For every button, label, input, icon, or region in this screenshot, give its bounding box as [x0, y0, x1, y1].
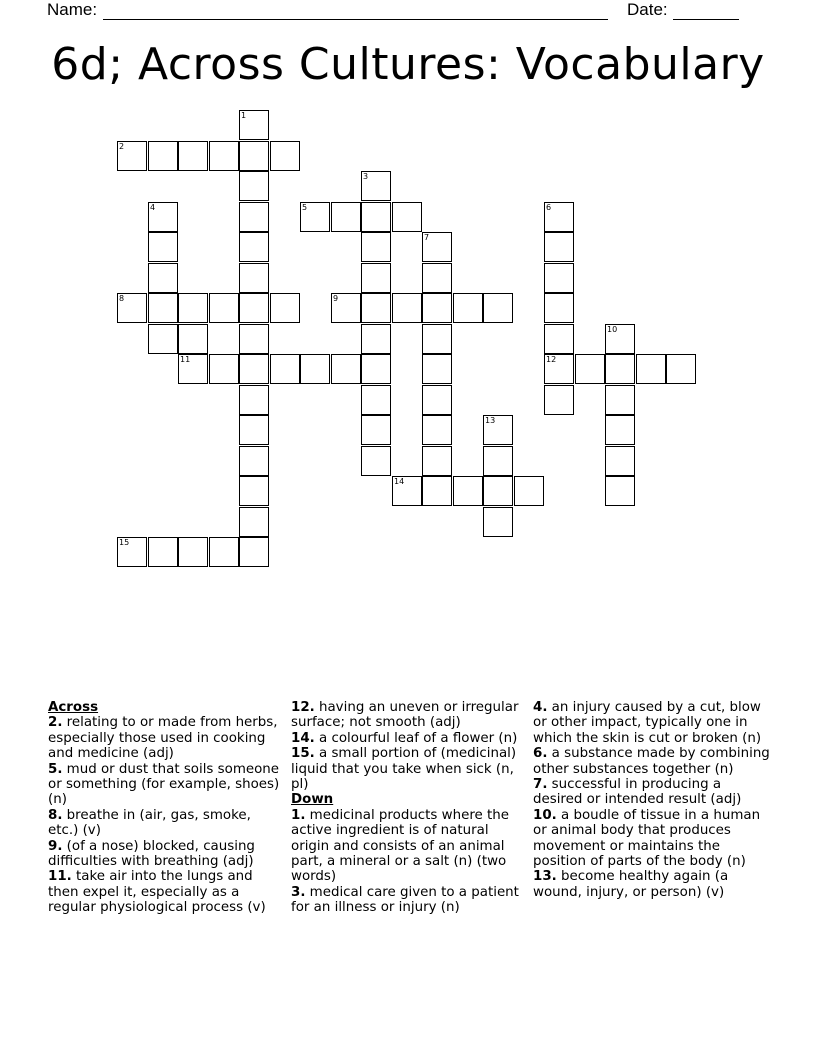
crossword-cell[interactable]: [178, 537, 208, 567]
crossword-cell[interactable]: [239, 232, 269, 262]
crossword-cell[interactable]: [209, 537, 239, 567]
date-label-text: Date:: [627, 0, 668, 19]
clue-item: [291, 746, 527, 792]
clue-text: a substance made by combining other substances together (n): [533, 746, 770, 777]
crossword-cell[interactable]: [575, 354, 605, 384]
clue-text: a boudle of tissue in a human or animal body that produces movement or maintains the position of parts of the body (n): [533, 807, 761, 870]
clue-number: 7.: [533, 777, 548, 793]
crossword-cell[interactable]: [239, 141, 269, 171]
clue-number: 1: [241, 111, 247, 120]
crossword-cell[interactable]: [544, 293, 574, 323]
crossword-cell[interactable]: [361, 171, 391, 201]
crossword-cell[interactable]: [239, 324, 269, 354]
clue-number: 14: [394, 477, 405, 486]
clue-number: 7: [424, 233, 430, 242]
clue-item: [291, 731, 527, 746]
clue-number: 12: [546, 355, 557, 364]
crossword-cell[interactable]: [148, 141, 178, 171]
clue-text: breathe in (air, gas, smoke, etc.) (v): [48, 807, 251, 839]
crossword-cell[interactable]: [422, 415, 452, 445]
crossword-cell[interactable]: [422, 476, 452, 506]
clue-text: successful in producing a desired or intended result (adj): [533, 777, 742, 808]
crossword-cell[interactable]: [148, 202, 178, 232]
clue-number: 4.: [533, 700, 548, 715]
crossword-cell[interactable]: [544, 385, 574, 415]
crossword-cell[interactable]: [239, 507, 269, 537]
clue-item: [48, 808, 280, 839]
clue-number: 13: [485, 416, 496, 425]
clue-text: having an uneven or irregular surface; not smooth (adj): [291, 700, 519, 731]
clue-item: [291, 808, 527, 885]
clue-text: relating to or made from herbs, especially those used in cooking and medicine (adj): [48, 715, 278, 762]
crossword-cell[interactable]: [178, 141, 208, 171]
crossword-cell[interactable]: [117, 537, 147, 567]
crossword-cell[interactable]: [331, 293, 361, 323]
crossword-cell[interactable]: [544, 232, 574, 262]
clue-number: 12.: [291, 700, 315, 715]
clue-number: 8: [119, 294, 125, 303]
crossword-cell[interactable]: [636, 354, 666, 384]
across-clue-list-continued: [291, 700, 527, 792]
clue-item: [48, 715, 280, 761]
clue-number: 11: [180, 355, 191, 364]
clue-text: medical care given to a patient for an illness or injury (n): [291, 884, 519, 916]
clue-item: [48, 839, 280, 870]
clue-number: 9.: [48, 838, 63, 854]
clue-number: 15.: [291, 746, 315, 762]
clue-number: 10: [607, 325, 618, 334]
crossword-cell[interactable]: [148, 232, 178, 262]
crossword-cell[interactable]: [422, 385, 452, 415]
crossword-cell[interactable]: [148, 293, 178, 323]
crossword-cell[interactable]: [483, 446, 513, 476]
crossword-cell[interactable]: [361, 446, 391, 476]
crossword-cell[interactable]: [239, 537, 269, 567]
clue-item: [291, 700, 527, 731]
clue-text: an injury caused by a cut, blow or other impact, typically one in which the skin is cut or broken (n): [533, 700, 762, 746]
crossword-cell[interactable]: [544, 263, 574, 293]
crossword-cell[interactable]: [392, 293, 422, 323]
crossword-cell[interactable]: [178, 354, 208, 384]
crossword-cell[interactable]: [361, 354, 391, 384]
clue-text: a colourful leaf of a flower (n): [314, 730, 518, 746]
clue-number: 14.: [291, 730, 315, 746]
crossword-cell[interactable]: [544, 202, 574, 232]
clue-text: (of a nose) blocked, causing difficulties with breathing (adj): [48, 838, 255, 870]
crossword-cell[interactable]: [300, 354, 330, 384]
crossword-cell[interactable]: [361, 202, 391, 232]
clue-number: 5.: [48, 761, 63, 777]
crossword-cell[interactable]: [422, 232, 452, 262]
clue-number: 8.: [48, 807, 63, 823]
crossword-cell[interactable]: [605, 415, 635, 445]
crossword-cell[interactable]: [392, 476, 422, 506]
crossword-cell[interactable]: [209, 141, 239, 171]
clue-number: 11.: [48, 869, 72, 885]
clue-number: 2: [119, 142, 125, 151]
crossword-cell[interactable]: [178, 324, 208, 354]
clue-item: [533, 808, 773, 870]
clue-number: 9: [333, 294, 339, 303]
crossword-cell[interactable]: [209, 293, 239, 323]
crossword-cell[interactable]: [605, 446, 635, 476]
crossword-cell[interactable]: [300, 202, 330, 232]
crossword-cell[interactable]: [117, 141, 147, 171]
crossword-cell[interactable]: [483, 293, 513, 323]
crossword-cell[interactable]: [544, 354, 574, 384]
crossword-cell[interactable]: [270, 293, 300, 323]
crossword-cell[interactable]: [239, 263, 269, 293]
crossword-cell[interactable]: [666, 354, 696, 384]
clue-column-1: [48, 700, 280, 916]
crossword-cell[interactable]: [239, 293, 269, 323]
clue-number: 4: [150, 203, 156, 212]
clue-number: 10.: [533, 807, 557, 823]
crossword-cell[interactable]: [422, 324, 452, 354]
clue-item: [533, 777, 773, 808]
clue-item: [48, 762, 280, 808]
crossword-cell[interactable]: [453, 476, 483, 506]
clue-number: 3.: [291, 884, 306, 900]
crossword-cell[interactable]: [605, 385, 635, 415]
crossword-cell[interactable]: [331, 354, 361, 384]
crossword-cell[interactable]: [239, 476, 269, 506]
clue-number: 1.: [291, 807, 306, 823]
crossword-cell[interactable]: [239, 202, 269, 232]
crossword-cell[interactable]: [544, 324, 574, 354]
clue-text: take air into the lungs and then expel it, especially as a regular physiological process (v): [48, 869, 266, 916]
clue-number: 6: [546, 203, 552, 212]
clue-number: 3: [363, 172, 369, 181]
crossword-cell[interactable]: [605, 354, 635, 384]
clue-column-2: [291, 700, 527, 916]
crossword-cell[interactable]: [483, 415, 513, 445]
crossword-cell[interactable]: [514, 476, 544, 506]
clue-number: 5: [302, 203, 308, 212]
across-clue-list: [48, 715, 280, 915]
crossword-cell[interactable]: [361, 385, 391, 415]
clue-text: a small portion of (medicinal) liquid that you take when sick (n, pl): [291, 746, 517, 793]
clue-text: medicinal products where the active ingredient is of natural origin and consists of an animal part, a mineral or a salt (n) (two words): [291, 807, 510, 885]
clue-item: [48, 869, 280, 915]
clue-number: 2.: [48, 715, 63, 731]
crossword-cell[interactable]: [239, 171, 269, 201]
crossword-cell[interactable]: [148, 324, 178, 354]
crossword-cell[interactable]: [270, 141, 300, 171]
crossword-cell[interactable]: [239, 385, 269, 415]
name-label-text: Name:: [47, 0, 98, 19]
crossword-cell[interactable]: [239, 354, 269, 384]
crossword-cell[interactable]: [361, 324, 391, 354]
across-heading: Across: [48, 700, 99, 715]
crossword-cell[interactable]: [148, 537, 178, 567]
crossword-cell[interactable]: [392, 202, 422, 232]
crossword-cell[interactable]: [361, 415, 391, 445]
clue-number: 6.: [533, 746, 548, 762]
crossword-cell[interactable]: [239, 415, 269, 445]
clue-number: 15: [119, 538, 130, 547]
crossword-cell[interactable]: [361, 263, 391, 293]
crossword-cell[interactable]: [239, 446, 269, 476]
crossword-cell[interactable]: [483, 476, 513, 506]
crossword-cell[interactable]: [361, 293, 391, 323]
crossword-cell[interactable]: [361, 232, 391, 262]
crossword-cell[interactable]: [117, 293, 147, 323]
crossword-cell[interactable]: [422, 446, 452, 476]
clue-item: [533, 746, 773, 777]
down-clue-list: [291, 808, 527, 916]
crossword-cell[interactable]: [178, 293, 208, 323]
clue-text: become healthy again (a wound, injury, or person) (v): [533, 869, 729, 900]
clue-text: mud or dust that soils someone or something (for example, shoes) (n): [48, 761, 280, 808]
crossword-cell[interactable]: [422, 293, 452, 323]
crossword-cell[interactable]: [483, 507, 513, 537]
page-title: 6d; Across Cultures: Vocabulary: [51, 39, 765, 90]
crossword-cell[interactable]: [331, 202, 361, 232]
crossword-cell[interactable]: [422, 263, 452, 293]
clue-column-3: [533, 700, 773, 900]
down-heading: Down: [291, 792, 334, 808]
clue-item: [291, 885, 527, 916]
down-clue-list-continued: [533, 700, 773, 900]
crossword-cell[interactable]: [422, 354, 452, 384]
crossword-cell[interactable]: [605, 324, 635, 354]
crossword-cell[interactable]: [148, 263, 178, 293]
clue-item: [533, 869, 773, 900]
crossword-cell[interactable]: [453, 293, 483, 323]
crossword-cell[interactable]: [605, 476, 635, 506]
clue-item: [533, 700, 773, 746]
crossword-cell[interactable]: [239, 110, 269, 140]
crossword-cell[interactable]: [270, 354, 300, 384]
crossword-cell[interactable]: [209, 354, 239, 384]
clue-number: 13.: [533, 869, 557, 885]
